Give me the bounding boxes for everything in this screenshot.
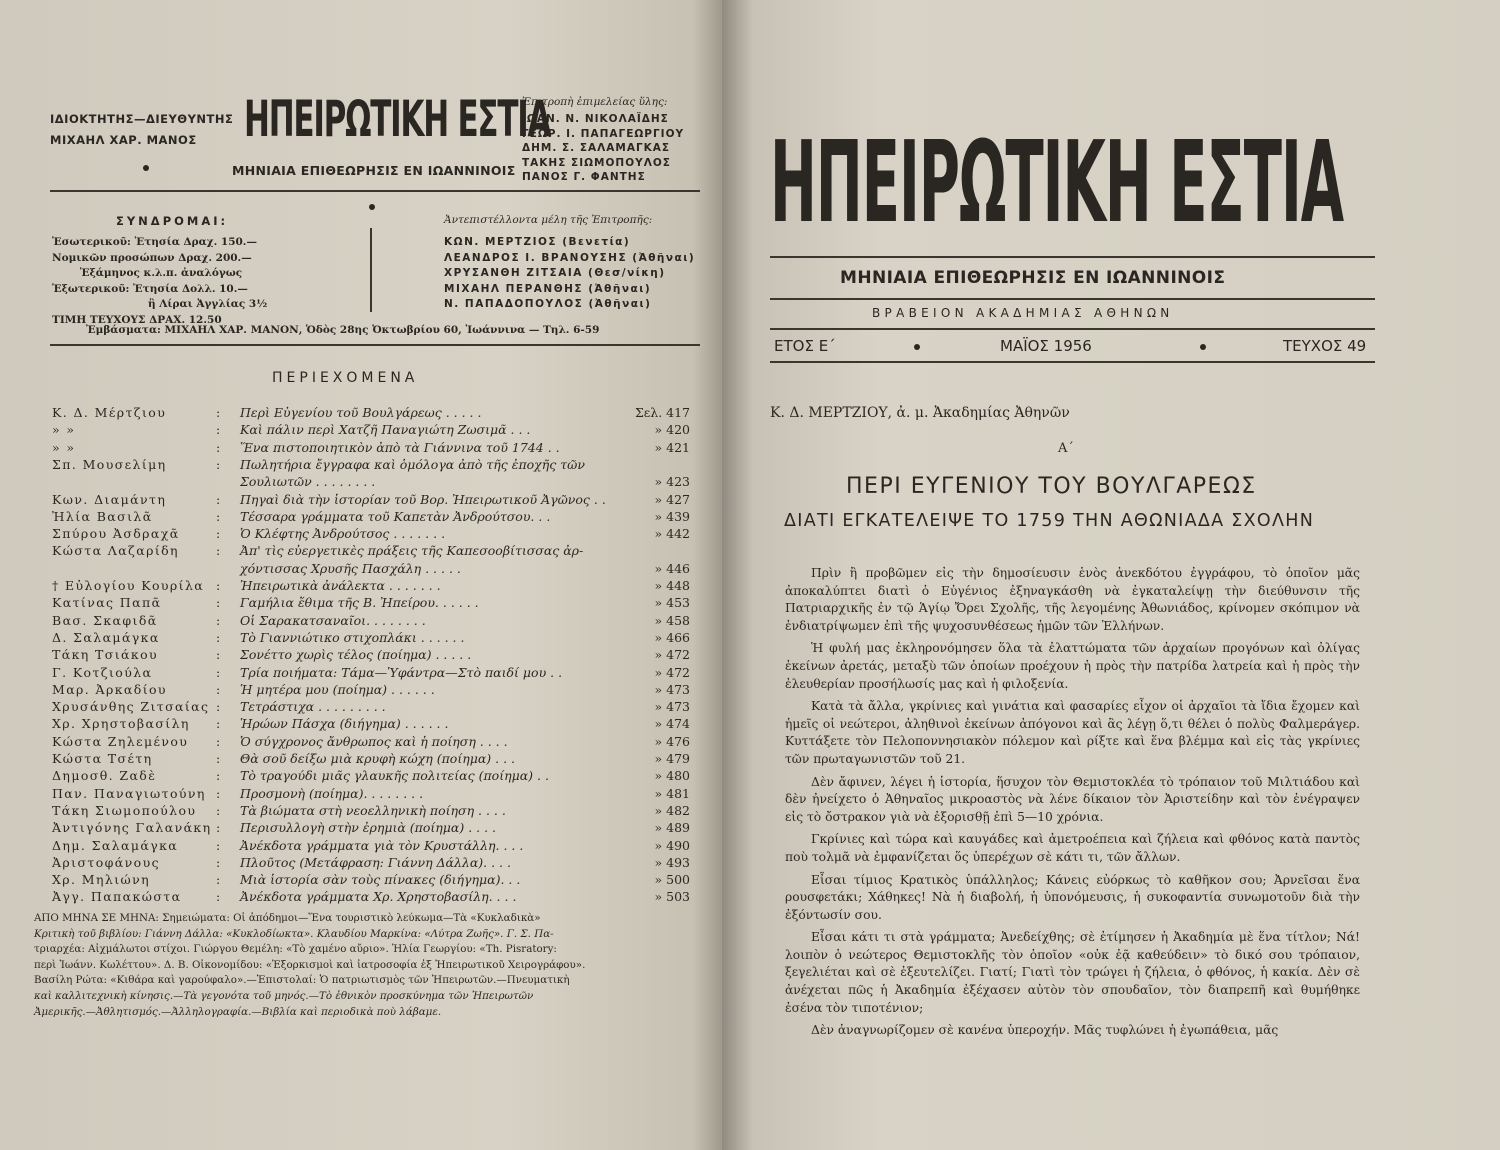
paragraph: Κατὰ τὰ ἄλλα, γκρίνιες καὶ γινάτια καὶ φασαρίες εἶχον οἱ ἀρχαῖοι τὰ ἴδια ἔχομεν καὶ ἡμεῖς οἱ νεώτεροι, ἀληθινοὶ ἐκείνων ἀπόγονοι καὶ ἂς λέγῃ ὅ,τι θέλει ὁ πολὺς Φαλμεράγερ. Κυττάξετε τὸν Πελοποννησιακὸν πόλεμον καὶ ρίξτε καὶ ἕνα βλέμμα καὶ εἰς τὰς γκρίνιες τῶν πρωταγωνιστῶν τοῦ 21. xyxy=(785,699,1360,766)
correspondent: ΚΩΝ. ΜΕΡΤΖΙΟΣ (Βενετία) xyxy=(444,236,631,248)
toc-title: Ἡρώων Πάσχα (διήγημα) . . . . . . xyxy=(240,716,449,732)
toc-page: » 489 xyxy=(654,820,690,836)
bullet xyxy=(1200,344,1206,350)
toc-title: Προσμονὴ (ποίημα). . . . . . . . xyxy=(240,785,424,801)
article-title: ΠΕΡΙ ΕΥΓΕΝΙΟΥ ΤΟΥ ΒΟΥΛΓΑΡΕΩΣ xyxy=(846,474,1257,499)
toc-page: » 420 xyxy=(654,422,690,438)
toc-colon: : xyxy=(216,526,221,542)
header-bottom-rule xyxy=(50,344,700,346)
toc-author: Χρ. Χρηστοβασίλη xyxy=(52,716,190,732)
toc-row xyxy=(40,405,700,422)
toc-title: Πλοῦτος (Μετάφραση: Γιάννη Δάλλα). . . . xyxy=(240,854,511,870)
toc-title: Τὸ τραγούδι μιᾶς γλαυκῆς πολιτείας (ποίημα) . . xyxy=(240,768,549,784)
issue-price: ΤΙΜΗ ΤΕΥΧΟΥΣ ΔΡΑΧ. 12.50 xyxy=(52,313,222,326)
subtitle-left: ΜΗΝΙΑΙΑ ΕΠΙΘΕΩΡΗΣΙΣ ΕΝ ΙΩΑΝΝΙΝΟΙΣ xyxy=(232,163,516,178)
toc-author: » » xyxy=(52,422,76,438)
toc-author: Δημ. Σαλαμάγκα xyxy=(52,837,179,853)
subscription-line: Ἐξωτερικοῦ: Ἐτησία Δολλ. 10.— xyxy=(52,282,248,295)
article-byline: Κ. Δ. ΜΕΡΤΖΙΟΥ, ἀ. μ. Ἀκαδημίας Ἀθηνῶν xyxy=(770,405,1070,421)
toc-author: Γ. Κοτζιούλα xyxy=(52,664,153,680)
toc-title: Τέσσαρα γράμματα τοῦ Καπετὰν Ἀνδρούτσου. . . xyxy=(240,508,551,524)
masthead-right: ΗΠΕΙΡΩΤΙΚΗ ΕΣΤΙΑ xyxy=(770,118,1344,248)
toc-row xyxy=(40,699,700,716)
committee-label: Ἐπιτροπὴ ἐπιμελείας ὕλης: xyxy=(522,96,668,108)
toc-author: Κώστα Λαζαρίδη xyxy=(52,543,179,559)
toc-colon: : xyxy=(216,681,221,697)
toc-author: » » xyxy=(52,439,76,455)
toc-title: Τετράστιχα . . . . . . . . . xyxy=(240,699,386,715)
toc-row xyxy=(40,526,700,543)
toc-author: Ἠλία Βασιλᾶ xyxy=(52,508,153,524)
correspondent: ΧΡΥΣΑΝΘΗ ΖΙΤΣΑΙΑ (Θεσ/νίκη) xyxy=(444,267,666,280)
toc-author: Δημοσθ. Ζαδὲ xyxy=(52,768,157,784)
toc-page: » 479 xyxy=(654,751,690,766)
toc-colon: : xyxy=(216,716,221,732)
toc-page: » 500 xyxy=(654,872,690,888)
toc-row xyxy=(40,578,700,595)
footer-line: Κριτικὴ τοῦ βιβλίου: Γιάννη Δάλλα: «Κυκλοδίωκτα». Κλαυδίου Μαρκίνα: «Λύτρα Ζωῆς». Γ. Σ. Πα- xyxy=(34,927,554,940)
toc-row xyxy=(40,440,700,457)
toc-author: Χρ. Μηλιώνη xyxy=(52,872,150,888)
toc-author: † Εὐλογίου Κουρίλα xyxy=(52,578,205,593)
toc-colon: : xyxy=(216,872,221,888)
footer-line: τριαρχέα: Αἰχμάλωτοι στίχοι. Γιώργου Θεμέλη: «Τὸ χαμένο αὔριο». Ἠλία Γεωργίου: «Th. Pisratory: xyxy=(34,943,557,956)
toc-row xyxy=(40,543,700,560)
toc-colon: : xyxy=(216,733,221,749)
toc-author: Μαρ. Ἀρκαδίου xyxy=(52,681,167,697)
toc-page: » 458 xyxy=(654,612,690,628)
toc-colon: : xyxy=(216,802,221,818)
toc-title: Οἱ Σαρακατσαναῖοι. . . . . . . . xyxy=(240,612,426,628)
toc-row xyxy=(40,492,700,509)
toc-title: Σουλιωτῶν . . . . . . . . xyxy=(240,474,376,490)
toc-colon: : xyxy=(216,664,221,680)
toc-row xyxy=(40,561,700,578)
toc-title: Σονέττο χωρὶς τέλος (ποίημα) . . . . . xyxy=(240,647,472,663)
subtitle-rule xyxy=(770,298,1375,300)
toc-author: Κώστα Ζηλεμένου xyxy=(52,733,189,749)
toc-row xyxy=(40,422,700,439)
vertical-rule xyxy=(370,228,372,312)
toc-colon: : xyxy=(216,543,221,559)
paragraph: Εἶσαι τίμιος Κρατικὸς ὑπάλληλος; Κάνεις εὐόρκως τὸ καθῆκον σου; Ἀρνεῖσαι ἕνα ρουσφετάκι; Χάθηκες! Νὰ ἡ διαβολή, ἡ ὑπονόμευσις, ἡ συκοφαντία συνωμοτοῦν διὰ τὴν ἐξόντωσίν σου. xyxy=(785,872,1360,922)
toc-colon: : xyxy=(216,854,221,870)
toc-row xyxy=(40,768,700,785)
toc-title: Τρία ποιήματα: Τάμα—Ὑφάντρα—Στὸ παιδί μου . . xyxy=(240,664,563,680)
article-subtitle: ΔΙΑΤΙ ΕΓΚΑΤΕΛΕΙΨΕ ΤΟ 1759 ΤΗΝ ΑΘΩΝΙΑΔΑ ΣΧΟΛΗΝ xyxy=(784,511,1315,531)
correspondent: Ν. ΠΑΠΑΔΟΠΟΥΛΟΣ (Ἀθῆναι) xyxy=(444,298,652,311)
toc-page: » 423 xyxy=(654,474,690,490)
toc-title: Πηγαὶ διὰ τὴν ἱστορίαν τοῦ Βορ. Ἠπειρωτικοῦ Ἀγῶνος . . xyxy=(240,491,606,507)
committee-member: ΠΑΝΟΣ Γ. ΦΑΝΤΗΣ xyxy=(522,171,646,184)
toc-title: Μιὰ ἱστορία σὰν τοὺς πίνακες (διήγημα). . . xyxy=(240,872,521,888)
toc-colon: : xyxy=(216,422,221,438)
toc-author: Τάκη Τσιάκου xyxy=(52,647,159,663)
masthead-left: ΗΠΕΙΡΩΤΙΚΗ ΕΣΤΙΑ xyxy=(244,90,551,148)
toc-colon: : xyxy=(216,595,221,611)
article-body xyxy=(785,565,1360,1045)
paragraph: Ἡ φυλή μας ἐκληρονόμησεν ὅλα τὰ ἐλαττώματα τῶν ἀρχαίων προγόνων καὶ ὀλίγας ἐκείνων ἀρετάς, μεταξὺ τῶν ὁποίων προέχουν ἡ πρὸς τὴν πατρίδα λατρεία καὶ ἡ πρὸς τὴν ἐλευθερίαν προσήλωσίς μας καὶ ἡ φιλοξενία. xyxy=(785,641,1360,691)
toc-colon: : xyxy=(216,768,221,784)
toc-page: » 466 xyxy=(654,629,690,645)
paragraph: Πρὶν ἢ προβῶμεν εἰς τὴν δημοσίευσιν ἑνὸς ἀνεκδότου ἐγγράφου, τὸ ὁποῖον μᾶς ἀποκαλύπτει διατὶ ὁ Εὐγένιος ἐξηναγκάσθη νὰ ἐγκαταλείψῃ τὴν διεύθυνσιν τῆς Πατριαρχικῆς ἐν τῷ Ἁγίῳ Ὄρει Σχολῆς, τῆς λεγομένης Ἀθωνιάδος, κρίνομεν σκόπιμον νὰ ἐνδιατρίψωμεν ἐπὶ τῆς ψυχοσυνθέσεως ἡμῶν τῶν Ἑλλήνων. xyxy=(785,566,1360,633)
toc-author: Ἀριστοφάνους xyxy=(52,854,160,870)
left-page xyxy=(0,0,722,1150)
toc-author: Τάκη Σιωμοπούλου xyxy=(52,802,197,818)
toc-author: Κώστα Τσέτη xyxy=(52,751,153,766)
toc-page: » 439 xyxy=(654,508,690,524)
toc-page: » 421 xyxy=(654,439,690,455)
toc-page: » 473 xyxy=(654,699,690,715)
toc-title: Ὁ σύγχρονος ἄνθρωπος καὶ ἡ ποίηση . . . . xyxy=(240,733,508,749)
committee-member: ΓΕΩΡ. Ι. ΠΑΠΑΓΕΩΡΓΙΟΥ xyxy=(522,127,685,140)
toc-page: Σελ. 417 xyxy=(634,405,690,420)
toc-colon: : xyxy=(216,508,221,524)
toc-colon: : xyxy=(216,612,221,628)
toc-page: » 481 xyxy=(654,785,690,801)
award-rule xyxy=(770,328,1375,330)
toc-title: Θὰ σοῦ δείξω μιὰ κρυφὴ κώχη (ποίημα) . . . xyxy=(240,751,515,766)
toc-page: » 503 xyxy=(654,889,690,905)
remittance-line: Ἐμβάσματα: ΜΙΧΑΗΛ ΧΑΡ. ΜΑΝΟΝ, Ὁδὸς 28ης Ὀκτωβρίου 60, Ἰωάννινα — Τηλ. 6-59 xyxy=(86,324,600,336)
committee-member: ΔΗΜ. Σ. ΣΑΛΑΜΑΓΚΑΣ xyxy=(522,142,671,155)
toc-page: » 448 xyxy=(654,578,690,593)
toc-title: Τὸ Γιαννιώτικο στιχοπλάκι . . . . . . xyxy=(240,629,465,645)
toc-colon: : xyxy=(216,491,221,507)
committee-member: ΤΑΚΗΣ ΣΙΩΜΟΠΟΥΛΟΣ xyxy=(522,156,671,169)
subtitle-right: ΜΗΝΙΑΙΑ ΕΠΙΘΕΩΡΗΣΙΣ ΕΝ ΙΩΑΝΝΙΝΟΙΣ xyxy=(840,268,1226,288)
toc-colon: : xyxy=(216,456,221,472)
toc-title: Ἕνα πιστοποιητικὸν ἀπὸ τὰ Γιάννινα τοῦ 1744 . . xyxy=(240,439,560,455)
toc-page: » 476 xyxy=(654,733,690,749)
toc-row xyxy=(40,838,700,855)
toc-colon: : xyxy=(216,405,221,420)
toc-page: » 490 xyxy=(654,837,690,853)
toc-title: Ἠπειρωτικὰ ἀνάλεκτα . . . . . . . xyxy=(240,578,441,593)
toc-colon: : xyxy=(216,837,221,853)
toc-row xyxy=(40,474,700,491)
toc-author: Κ. Δ. Μέρτζιου xyxy=(52,405,167,420)
toc-title: Γαμήλια ἔθιμα τῆς Β. Ἠπείρου. . . . . . xyxy=(240,595,479,611)
toc-row xyxy=(40,613,700,630)
masthead-rule xyxy=(770,256,1375,258)
year-label: ΕΤΟΣ Ε΄ xyxy=(774,337,836,355)
toc-page: » 480 xyxy=(654,768,690,784)
owner-label: ΙΔΙΟΚΤΗΤΗΣ—ΔΙΕΥΘΥΝΤΗΣ xyxy=(50,112,234,126)
correspondent: ΜΙΧΑΗΛ ΠΕΡΑΝΘΗΣ (Ἀθῆναι) xyxy=(444,282,652,295)
paragraph: Δὲν ἀναγνωρίζομεν σὲ κανένα ὑπεροχήν. Μᾶς τυφλώνει ἡ ἐγωπάθεια, μᾶς xyxy=(811,1023,1279,1038)
toc-page: » 473 xyxy=(654,681,690,697)
toc-author: Κων. Διαμάντη xyxy=(52,491,167,507)
toc-page: » 472 xyxy=(654,664,690,680)
date-label: ΜΑΪΟΣ 1956 xyxy=(1000,337,1092,355)
toc-page: » 453 xyxy=(654,595,690,611)
footer-line: περὶ Ἰωάνν. Κωλέττου». Δ. Β. Οἰκονομίδου: «Ἐξορκισμοὶ καὶ ἰατροσοφία ἐξ Ἠπειρωτικοῦ Χειρογράφου». xyxy=(34,958,586,971)
toc-row xyxy=(40,682,700,699)
issue-label: ΤΕΥΧΟΣ 49 xyxy=(1283,337,1367,355)
toc-colon: : xyxy=(216,439,221,455)
toc-title: Περὶ Εὐγενίου τοῦ Βουλγάρεως . . . . . xyxy=(240,405,482,420)
toc-title: χόντισσας Χρυσῆς Πασχάλη . . . . . xyxy=(240,560,461,576)
toc-row xyxy=(40,855,700,872)
toc-author: Κατίνας Παπᾶ xyxy=(52,595,162,611)
toc-page: » 427 xyxy=(654,491,690,507)
correspondent: ΛΕΑΝΔΡΟΣ Ι. ΒΡΑΝΟΥΣΗΣ (Ἀθῆναι) xyxy=(444,251,696,264)
toc-row xyxy=(40,820,700,837)
toc-title: Ἀνέκδοτα γράμματα γιὰ τὸν Κρυστάλλη. . . . xyxy=(240,837,524,853)
toc-row xyxy=(40,457,700,474)
footer-line: Βασίλη Ρώτα: «Κιθάρα καὶ γαρούφαλο».—Ἐπιστολαί: Ὁ πατριωτισμὸς τῶν Ἠπειρωτῶν.—Πνευματικὴ xyxy=(34,974,570,987)
toc-page: » 493 xyxy=(654,854,690,870)
bullet xyxy=(914,344,920,350)
toc-row xyxy=(40,716,700,733)
toc-row xyxy=(40,665,700,682)
toc-row xyxy=(40,509,700,526)
issue-rule xyxy=(770,361,1375,363)
toc-page: » 442 xyxy=(654,526,690,542)
toc-page: » 474 xyxy=(654,716,690,732)
toc-title: Ἀνέκδοτα γράμματα Χρ. Χρηστοβασίλη. . . . xyxy=(240,889,517,905)
toc-title: Ὁ Κλέφτης Ἀνδρούτσος . . . . . . . xyxy=(240,526,446,542)
correspondents-label: Ἀντεπιστέλλοντα μέλη τῆς Ἐπιτροπῆς: xyxy=(444,214,653,226)
header-rule xyxy=(50,190,700,192)
correspondents-list xyxy=(444,235,695,313)
toc-author: Ἀγγ. Παπακώστα xyxy=(52,889,182,905)
committee-list xyxy=(522,112,684,185)
toc-colon: : xyxy=(216,647,221,663)
toc-author: Παν. Παναγιωτούνη xyxy=(52,785,206,801)
committee-member: ΙΩΑΝ. Ν. ΝΙΚΟΛΑΪΔΗΣ xyxy=(522,113,669,125)
paragraph: Γκρίνιες καὶ τώρα καὶ καυγάδες καὶ ἀμετροέπεια καὶ ζήλεια καὶ φθόνος κατὰ παντὸς ποὺ τολμᾶ νὰ ἐμφανίζεται ὅς ὑπερέχων σὲ κάτι τι, τῶν ἄλλων. xyxy=(785,832,1360,864)
toc-colon: : xyxy=(216,889,221,905)
toc-colon: : xyxy=(216,751,221,766)
toc-author: Σπύρου Ἀσδραχᾶ xyxy=(52,526,180,542)
toc-title: Καὶ πάλιν περὶ Χατζῆ Παναγιώτη Ζωσιμᾶ . . . xyxy=(240,422,531,438)
toc-page: » 446 xyxy=(654,560,690,576)
toc-colon: : xyxy=(216,578,221,593)
toc-colon: : xyxy=(216,820,221,836)
toc-row xyxy=(40,786,700,803)
bullet xyxy=(369,204,375,210)
paragraph: Δὲν ἄφινεν, λέγει ἡ ἱστορία, ἥσυχον τὸν Θεμιστοκλέα τὸ τρόπαιον τοῦ Μιλτιάδου καὶ δὲν ἠνείχετο ὁ Ἀθηναῖος μικροαστὸς νὰ λένε δίκαιον τὸν Ἀριστείδην καὶ τὸν ἐνέγραψεν εἰς τὸ ὄστρακον γιὰ νὰ ἐξορισθῇ ἐπὶ 5—10 χρόνια. xyxy=(785,774,1360,824)
toc-author: Ἀντιγόνης Γαλανάκη xyxy=(52,820,212,836)
owner-name: ΜΙΧΑΗΛ ΧΑΡ. ΜΑΝΟΣ xyxy=(50,133,197,147)
subscription-line: Ἐσωτερικοῦ: Ἐτησία Δραχ. 150.— xyxy=(52,236,257,248)
subscriptions-list xyxy=(52,235,267,329)
toc-row xyxy=(40,872,700,889)
footer-line: ΑΠΟ ΜΗΝΑ ΣΕ ΜΗΝΑ: Σημειώματα: Οἱ ἀπόδημοι—Ἕνα τουριστικὸ λεύκωμα—Τὰ «Κυκλαδικὰ» xyxy=(34,912,541,924)
toc-row xyxy=(40,630,700,647)
subscriptions-label: ΣΥΝΔΡΟΜΑΙ: xyxy=(116,214,229,228)
toc-row xyxy=(40,803,700,820)
contents-heading: ΠΕΡΙΕΧΟΜΕΝΑ xyxy=(272,370,419,386)
toc-author: Σπ. Μουσελίμη xyxy=(52,456,167,472)
toc-author: Δ. Σαλαμάγκα xyxy=(52,629,160,645)
monthly-section xyxy=(34,911,714,1020)
toc-title: Ἡ μητέρα μου (ποίημα) . . . . . . xyxy=(240,681,435,697)
award-line: ΒΡΑΒΕΙΟΝ ΑΚΑΔΗΜΙΑΣ ΑΘΗΝΩΝ xyxy=(872,306,1174,320)
toc-title: Περισυλλογὴ στὴν ἐρημιὰ (ποίημα) . . . . xyxy=(240,820,497,836)
article-part: Α΄ xyxy=(1058,441,1074,456)
toc-row xyxy=(40,647,700,664)
toc-page: » 482 xyxy=(654,802,690,818)
subscription-line: Νομικῶν προσώπων Δραχ. 200.— xyxy=(52,251,252,264)
toc-title: Πωλητήρια ἔγγραφα καὶ ὁμόλογα ἀπὸ τῆς ἐποχῆς τῶν xyxy=(240,456,585,472)
toc-colon: : xyxy=(216,785,221,801)
subscription-line: ἢ Λίραι Ἀγγλίας 3½ xyxy=(148,298,268,311)
toc-page: » 472 xyxy=(654,647,690,663)
footer-line: καὶ καλλιτεχνικὴ κίνησις.—Τὰ γεγονότα τοῦ μηνός.—Τὸ ἐθνικὸν προσκύνημα τῶν Ἠπειρωτῶν xyxy=(34,989,534,1002)
toc-colon: : xyxy=(216,629,221,645)
toc-author: Χρυσάνθης Ζιτσαίας xyxy=(52,699,210,715)
toc-row xyxy=(40,889,700,906)
toc-title: Τὰ βιώματα στὴ νεοελληνικὴ ποίηση . . . . xyxy=(240,802,506,818)
toc-colon: : xyxy=(216,699,221,715)
paragraph: Εἶσαι κάτι τι στὰ γράμματα; Ἀνεδείχθης; σὲ ἐτίμησεν ἡ Ἀκαδημία μὲ ἕνα τίτλον; Νά! λοιπὸν ὁ νεώτερος Θεμιστοκλῆς τὸν ὁποῖον «οὐκ ἐᾷ καθεύδειν» τὸ δικό σου τρόπαιον, ξεγελιέται καὶ σὲ ἐξευτελίζει. Γιατί; Γιατὶ τὸν τρώγει ἡ ζήλεια, ὁ φθόνος, ἡ κακία. Δὲν σὲ ἀνέχεται πῶς ἡ Ἀκαδημία ἐξέχασεν αὐτὸν τὸν σπουδαῖον, τὸν διαπρεπῆ καὶ θυμήθηκε ἐσένα τὸν τιποτένιον; xyxy=(785,930,1360,1015)
toc-row xyxy=(40,751,700,768)
toc-title: Ἀπ' τὶς εὐεργετικὲς πράξεις τῆς Καπεσοοβίτισσας ἀρ- xyxy=(240,543,584,559)
bullet xyxy=(143,165,149,171)
subscription-line: Ἑξάμηνος κ.λ.π. ἀναλόγως xyxy=(80,267,243,280)
footer-line: Ἀμερικῆς.—Ἀθλητισμός.—Ἀλληλογραφία.—Βιβλία καὶ περιοδικὰ ποὺ λάβαμε. xyxy=(34,1005,442,1018)
toc-author: Βασ. Σκαφιδᾶ xyxy=(52,612,158,628)
toc-row xyxy=(40,595,700,612)
toc-row xyxy=(40,734,700,751)
